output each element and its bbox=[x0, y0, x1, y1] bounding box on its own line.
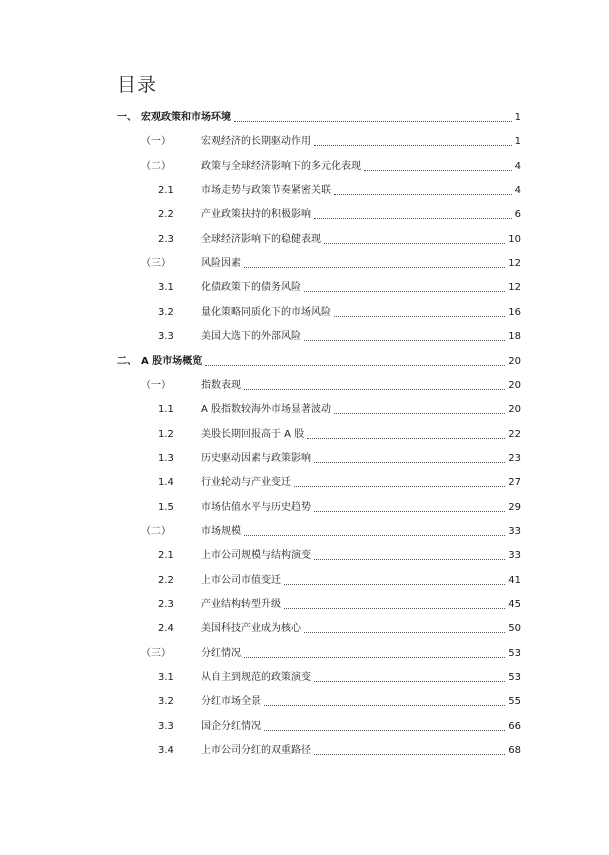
toc-entry-number: 3.2 bbox=[158, 306, 174, 318]
toc-entry-number: 2.1 bbox=[158, 185, 174, 197]
toc-entry-title: 市场规模 bbox=[201, 525, 241, 537]
toc-leader-dots bbox=[314, 145, 512, 146]
toc-leader-dots bbox=[314, 218, 512, 219]
toc-entry-page: 16 bbox=[508, 306, 521, 318]
toc-entry-title: A 股指数较海外市场显著波动 bbox=[201, 404, 332, 416]
toc-entry-page: 29 bbox=[508, 501, 521, 513]
toc-entry[interactable] bbox=[0, 280, 609, 296]
toc-entry-number: 2.2 bbox=[158, 574, 174, 586]
toc-entry-page: 20 bbox=[508, 355, 521, 367]
toc-entry-title: 量化策略同质化下的市场风险 bbox=[201, 306, 331, 318]
toc-leader-dots bbox=[304, 632, 505, 633]
toc-entry-number: 3.2 bbox=[158, 696, 174, 708]
toc-leader-dots bbox=[294, 486, 505, 487]
toc-entry-page: 20 bbox=[508, 404, 521, 416]
toc-entry-number: 3.3 bbox=[158, 331, 174, 343]
toc-entry[interactable] bbox=[0, 207, 609, 223]
toc-entry-page: 18 bbox=[508, 331, 521, 343]
toc-entry-number: 1.3 bbox=[158, 452, 174, 464]
toc-entry-title: 美国大选下的外部风险 bbox=[201, 331, 301, 343]
toc-leader-dots bbox=[334, 316, 505, 317]
toc-entry[interactable] bbox=[0, 475, 609, 491]
toc-entry-page: 4 bbox=[514, 185, 521, 197]
toc-entry-page: 1 bbox=[514, 136, 521, 148]
toc-entry[interactable] bbox=[0, 670, 609, 686]
toc-entry-page: 4 bbox=[514, 160, 521, 172]
toc-entry-page: 12 bbox=[508, 282, 521, 294]
toc-entry[interactable] bbox=[0, 451, 609, 467]
toc-entry-number: 1.1 bbox=[158, 404, 174, 416]
toc-entry[interactable] bbox=[0, 134, 609, 150]
toc-entry-number: （二） bbox=[141, 525, 171, 537]
toc-entry[interactable] bbox=[0, 573, 609, 589]
toc-leader-dots bbox=[264, 730, 505, 731]
toc-entry-title: 从自主到规范的政策演变 bbox=[201, 672, 311, 684]
toc-leader-dots bbox=[314, 462, 505, 463]
toc-entry-number: 二、 bbox=[117, 355, 137, 367]
toc-entry-title: 风险因素 bbox=[201, 258, 241, 270]
toc-entry-number: 3.4 bbox=[158, 745, 174, 757]
toc-entry[interactable] bbox=[0, 621, 609, 637]
toc-entry-page: 1 bbox=[514, 112, 521, 123]
toc-leader-dots bbox=[334, 194, 512, 195]
toc-entry-number: 2.3 bbox=[158, 233, 174, 245]
toc-entry-number: 3.3 bbox=[158, 720, 174, 732]
toc-entry[interactable] bbox=[0, 329, 609, 345]
toc-entry-title: 全球经济影响下的稳健表现 bbox=[201, 233, 321, 245]
toc-leader-dots bbox=[304, 291, 505, 292]
toc-entry-number: 1.4 bbox=[158, 477, 174, 489]
toc-entry-title: 宏观经济的长期驱动作用 bbox=[201, 136, 311, 148]
toc-leader-dots bbox=[264, 705, 505, 706]
toc-entry-title: 历史驱动因素与政策影响 bbox=[201, 452, 311, 464]
toc-leader-dots bbox=[244, 657, 505, 658]
toc-entry-title: 行业轮动与产业变迁 bbox=[201, 477, 291, 489]
toc-entry-title: 上市公司市值变迁 bbox=[201, 574, 281, 586]
toc-entry-title: 分红市场全景 bbox=[201, 696, 261, 708]
toc-leader-dots bbox=[234, 121, 512, 122]
toc-entry[interactable] bbox=[0, 232, 609, 248]
toc-entry-page: 53 bbox=[508, 672, 521, 684]
toc-entry-page: 6 bbox=[514, 209, 521, 221]
toc-entry-title: 美国科技产业成为核心 bbox=[201, 623, 301, 635]
toc-leader-dots bbox=[307, 438, 505, 439]
toc-entry-title: 国企分红情况 bbox=[201, 720, 261, 732]
toc-entry[interactable] bbox=[0, 597, 609, 613]
toc-entry[interactable] bbox=[0, 256, 609, 272]
toc-entry-title: 化债政策下的债务风险 bbox=[201, 282, 301, 294]
toc-entry-title: 市场估值水平与历史趋势 bbox=[201, 501, 311, 513]
toc-entry-number: （二） bbox=[141, 160, 171, 172]
toc-leader-dots bbox=[334, 413, 505, 414]
toc-leader-dots bbox=[205, 365, 505, 366]
toc-leader-dots bbox=[304, 340, 505, 341]
toc-entry-title: A 股市场概览 bbox=[141, 355, 203, 367]
toc-entry-title: 宏观政策和市场环境 bbox=[141, 112, 231, 123]
toc-entry-number: 2.1 bbox=[158, 550, 174, 562]
toc-entry-title: 政策与全球经济影响下的多元化表现 bbox=[201, 160, 361, 172]
toc-entry[interactable] bbox=[0, 548, 609, 564]
toc-entry-number: 1.5 bbox=[158, 501, 174, 513]
toc-entry-number: 一、 bbox=[117, 112, 137, 123]
toc-entry-number: 2.2 bbox=[158, 209, 174, 221]
toc-leader-dots bbox=[244, 389, 505, 390]
toc-entry-page: 10 bbox=[508, 233, 521, 245]
toc-entry-title: 产业结构转型升级 bbox=[201, 599, 281, 610]
toc-entry-page: 23 bbox=[508, 452, 521, 464]
toc-entry-title: 上市公司规模与结构演变 bbox=[201, 550, 311, 562]
toc-entry-page: 45 bbox=[508, 599, 521, 610]
toc-entry-number: （三） bbox=[141, 647, 171, 659]
toc-entry-page: 50 bbox=[508, 623, 521, 635]
toc-entry[interactable] bbox=[0, 719, 609, 735]
toc-entry-page: 41 bbox=[508, 574, 521, 586]
toc-leader-dots bbox=[314, 511, 505, 512]
toc-entry-page: 53 bbox=[508, 647, 521, 659]
toc-entry-number: 1.2 bbox=[158, 428, 174, 440]
toc-leader-dots bbox=[244, 267, 505, 268]
toc-entry-title: 分红情况 bbox=[201, 647, 241, 659]
toc-entry[interactable] bbox=[0, 743, 609, 759]
page-title: 目录 bbox=[117, 74, 158, 96]
toc-entry[interactable] bbox=[0, 378, 609, 394]
toc-entry-number: 2.4 bbox=[158, 623, 174, 635]
toc-leader-dots bbox=[244, 535, 505, 536]
toc-entry-page: 27 bbox=[508, 477, 521, 489]
toc-leader-dots bbox=[324, 243, 505, 244]
toc-entry-page: 33 bbox=[508, 550, 521, 562]
toc-leader-dots bbox=[314, 559, 505, 560]
toc-entry-number: （一） bbox=[141, 379, 171, 391]
toc-entry[interactable] bbox=[0, 427, 609, 443]
toc-entry-number: （一） bbox=[141, 136, 171, 148]
toc-entry[interactable] bbox=[0, 500, 609, 516]
toc-leader-dots bbox=[314, 681, 505, 682]
toc-entry[interactable] bbox=[0, 694, 609, 710]
toc-entry-page: 20 bbox=[508, 379, 521, 391]
toc-entry[interactable] bbox=[0, 402, 609, 418]
toc-entry-number: 2.3 bbox=[158, 599, 174, 610]
toc-leader-dots bbox=[314, 754, 505, 755]
toc-leader-dots bbox=[284, 584, 505, 585]
toc-entry[interactable] bbox=[0, 524, 609, 540]
toc-entry[interactable] bbox=[0, 646, 609, 662]
toc-entry[interactable] bbox=[0, 354, 609, 370]
toc-entry-page: 55 bbox=[508, 696, 521, 708]
toc-entry-title: 美股长期回报高于 A 股 bbox=[201, 428, 305, 440]
toc-entry-title: 产业政策扶持的积极影响 bbox=[201, 209, 311, 221]
toc-entry-title: 上市公司分红的双重路径 bbox=[201, 745, 311, 757]
toc-entry-page: 12 bbox=[508, 258, 521, 270]
toc-leader-dots bbox=[364, 170, 512, 171]
toc-entry-title: 指数表现 bbox=[201, 379, 241, 391]
toc-entry-number: 3.1 bbox=[158, 282, 174, 294]
toc-entry-page: 22 bbox=[508, 428, 521, 440]
toc-entry-page: 68 bbox=[508, 745, 521, 757]
toc-entry[interactable] bbox=[0, 110, 609, 126]
toc-entry-number: （三） bbox=[141, 258, 171, 270]
toc-leader-dots bbox=[284, 608, 505, 609]
toc-entry[interactable] bbox=[0, 183, 609, 199]
toc-entry-title: 市场走势与政策节奏紧密关联 bbox=[201, 185, 331, 197]
toc-entry-number: 3.1 bbox=[158, 672, 174, 684]
toc-entry-page: 33 bbox=[508, 525, 521, 537]
toc-entry-page: 66 bbox=[508, 720, 521, 732]
toc-entry[interactable] bbox=[0, 159, 609, 175]
toc-entry[interactable] bbox=[0, 305, 609, 321]
